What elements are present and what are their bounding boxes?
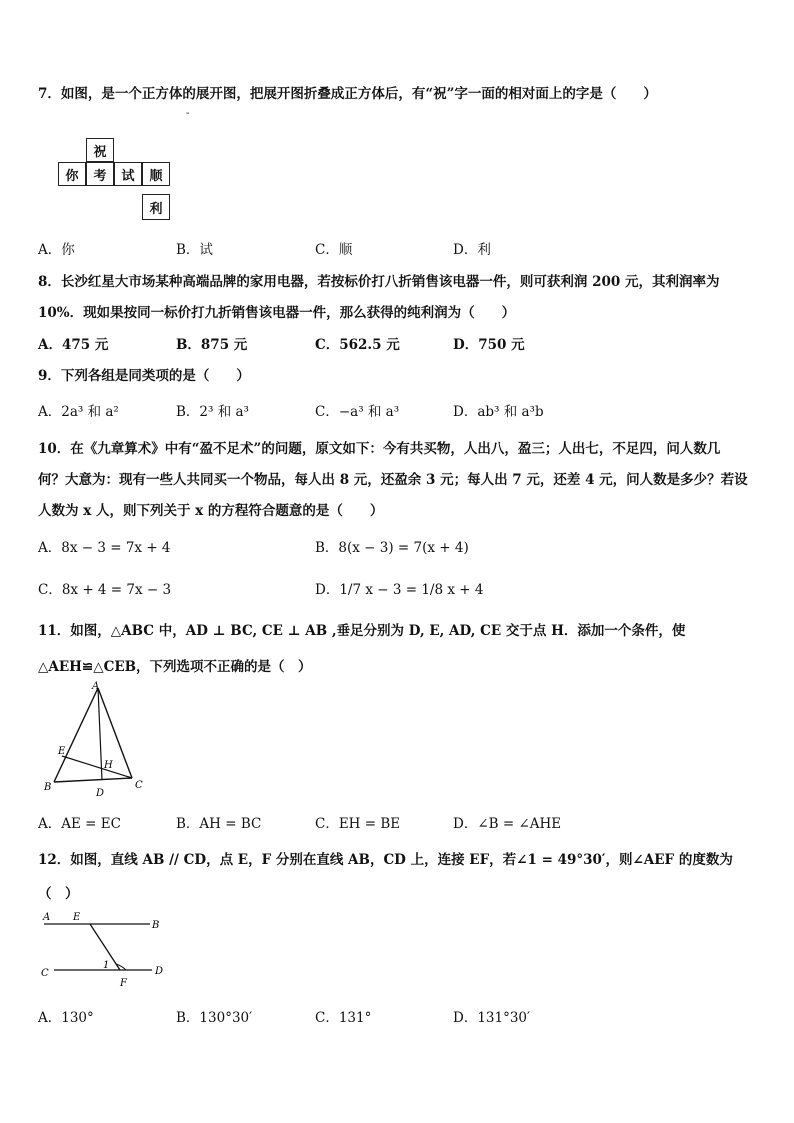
q8-stem-line2: 10%．现如果按同一标价打九折销售该电器一件，那么获得的纯利润为（ ） [38, 305, 516, 321]
q12-option-d[interactable]: D．131°30′ [453, 1010, 531, 1026]
segment-ce [62, 756, 132, 778]
q10-stem-line3: 人数为 x 人，则下列关于 x 的方程符合题意的是（ ） [38, 503, 384, 519]
label-c: C [41, 968, 49, 979]
net-cell-2: 考 [86, 162, 114, 186]
q7-option-d[interactable]: D．利 [453, 242, 491, 258]
side-bc [54, 778, 132, 782]
net-cell-bottom: 利 [142, 194, 170, 220]
q11-option-d[interactable]: D．∠B = ∠AHE [453, 816, 562, 832]
q8-stem-line1: 8．长沙红星大市场某种高端品牌的家用电器，若按标价打八折销售该电器一件，则可获利润 200 元，其利润率为 [38, 274, 720, 290]
label-h: H [104, 760, 113, 771]
label-a: A [43, 912, 51, 923]
q11-option-c[interactable]: C．EH = BE [315, 816, 401, 832]
q10-stem-line1: 10．在《九章算术》中有“盈不足术”的问题，原文如下：今有共买物，人出八，盈三；人出七，不足四，问人数几 [38, 441, 721, 457]
q9-option-d[interactable]: D．ab³ 和 a³b [453, 404, 544, 420]
q7-option-c[interactable]: C．顺 [315, 242, 353, 258]
segment-ad [98, 688, 102, 780]
label-e: E [73, 912, 81, 923]
q9-option-c[interactable]: C．−a³ 和 a³ [315, 404, 400, 420]
q10-option-d[interactable]: D．1/7 x − 3 = 1/8 x + 4 [315, 582, 484, 598]
label-b: B [44, 782, 52, 793]
q11-stem-line2: △AEH≌△CEB，下列选项不正确的是（ ） [38, 659, 312, 675]
label-f: F [120, 978, 127, 989]
q10-option-a[interactable]: A．8x − 3 = 7x + 4 [38, 540, 171, 556]
q9-option-a[interactable]: A．2a³ 和 a² [38, 404, 119, 420]
net-cell-4: 顺 [142, 162, 170, 186]
q12-stem-line1: 12．如图，直线 AB // CD，点 E，F 分别在直线 AB，CD 上，连接 EF，若∠1 = 49°30′，则∠AEF 的度数为 [38, 852, 733, 868]
q11-stem-line1: 11．如图，△ABC 中，AD ⊥ BC, CE ⊥ AB ,垂足分别为 D, E, AD, CE 交于点 H．添加一个条件，使 [38, 623, 686, 639]
q10-stem-line2: 何？大意为：现有一些人共同买一个物品，每人出 8 元，还盈余 3 元；每人出 7 元，还差 4 元，问人数是多少？若设 [38, 472, 748, 488]
q11-option-a[interactable]: A．AE = EC [38, 816, 121, 832]
q11-triangle-figure [40, 678, 160, 800]
q12-option-c[interactable]: C．131° [315, 1010, 372, 1026]
q12-option-b[interactable]: B．130°30′ [176, 1010, 253, 1026]
q8-option-c[interactable]: C．562.5 元 [315, 337, 400, 353]
q7-option-b[interactable]: B．试 [176, 242, 213, 258]
q8-option-b[interactable]: B．875 元 [176, 337, 248, 353]
label-b: B [152, 920, 160, 931]
label-a: A [92, 681, 100, 692]
net-cell-1: 你 [58, 162, 86, 186]
q7-stem: 7．如图，是一个正方体的展开图，把展开图折叠成正方体后，有“祝”字一面的相对面上的字是（ ） [38, 86, 657, 102]
q12-parallel-lines-figure [40, 906, 180, 992]
label-d: D [155, 966, 164, 977]
q9-option-b[interactable]: B．2³ 和 a³ [176, 404, 249, 420]
net-cell-top: 祝 [86, 138, 114, 162]
side-ab [54, 688, 98, 782]
q12-stem-line2: （ ） [38, 886, 79, 902]
label-d: D [96, 788, 105, 799]
q9-stem: 9．下列各组是同类项的是（ ） [38, 368, 250, 384]
q7-option-a[interactable]: A．你 [38, 242, 75, 258]
q11-option-b[interactable]: B．AH = BC [176, 816, 262, 832]
q8-option-d[interactable]: D．750 元 [453, 337, 525, 353]
label-1: 1 [103, 960, 110, 971]
q10-option-c[interactable]: C．8x + 4 = 7x − 3 [38, 582, 172, 598]
label-c: C [135, 780, 143, 791]
q10-option-b[interactable]: B．8(x − 3) = 7(x + 4) [315, 540, 469, 556]
q12-option-a[interactable]: A．130° [38, 1010, 94, 1026]
label-e: E [58, 746, 66, 757]
net-cell-3: 试 [114, 162, 142, 186]
stray-mark: - [186, 108, 190, 119]
q8-option-a[interactable]: A．475 元 [38, 337, 109, 353]
